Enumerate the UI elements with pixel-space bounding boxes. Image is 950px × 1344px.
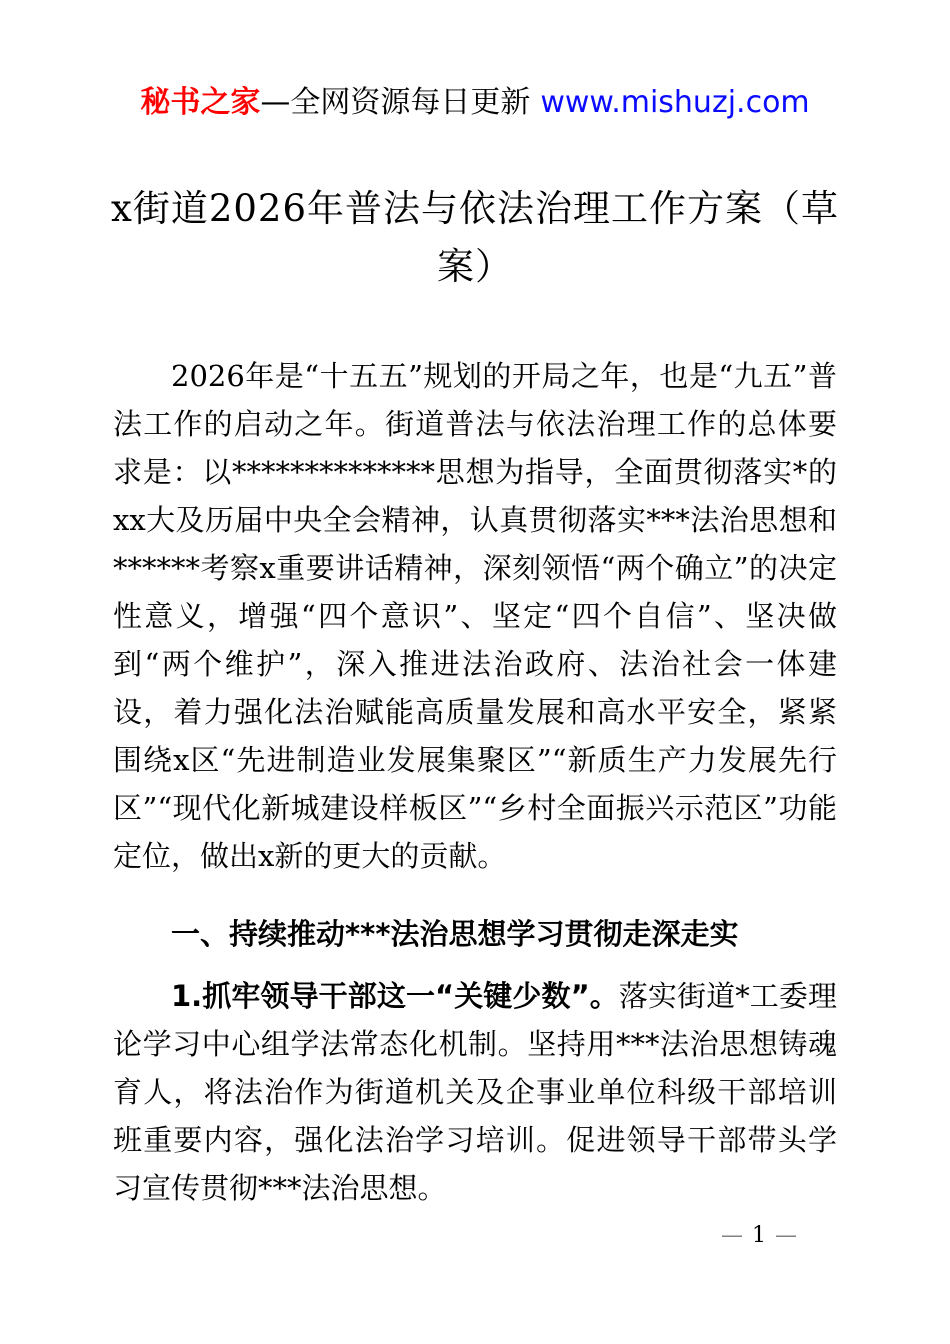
page-number-dash-left: — <box>721 1223 743 1248</box>
document-body <box>113 352 837 1212</box>
paragraph-item-1-lead: 1.抓牢领导干部这一“关键少数”。 <box>171 979 619 1013</box>
site-brand: 秘书之家 <box>140 85 261 120</box>
site-banner <box>0 0 950 120</box>
page-number: 1 <box>752 1223 766 1248</box>
section-heading-1: 一、持续推动***法治思想学习贯彻走深走实 <box>171 917 739 951</box>
document-title-line-2: 案） <box>437 245 513 288</box>
page-number-dash-right: — <box>775 1223 797 1248</box>
paragraph-item-1 <box>113 972 837 1212</box>
site-tagline: —全网资源每日更新 <box>260 85 531 120</box>
site-url-link[interactable]: www.mishuzj.com <box>540 85 810 120</box>
document-title <box>85 180 865 296</box>
paragraph-intro: 2026年是“十五五”规划的开局之年，也是“九五”普法工作的启动之年。街道普法与依法治理工作的总体要求是：以**************思想为指导，全面贯彻落实*的xx大及历届中央全会精神，认真贯彻落实***法治思想和******考察x重要讲话精神，深刻领悟“两个确立”的决定性意义，增强“四个意识”、坚定“四个自信”、坚决做到“两个维护”，深入推进法治政府、法治社会一体建设，着力强化法治赋能高质量发展和高水平安全，紧紧围绕x区“先进制造业发展集聚区”“新质生产力发展先行区”“现代化新城建设样板区”“乡村全面振兴示范区”功能定位，做出x新的更大的贡献。 <box>113 359 837 873</box>
paragraph-item-1-text: 落实街道*工委理论学习中心组学法常态化机制。坚持用***法治思想铸魂育人，将法治作为街道机关及企事业单位科级干部培训班重要内容，强化法治学习培训。促进领导干部带头学习宣传贯彻***法治思想。 <box>113 979 837 1205</box>
document-title-line-1: x街道2026年普法与依法治理工作方案（草 <box>110 187 840 230</box>
page-footer <box>721 1222 797 1250</box>
